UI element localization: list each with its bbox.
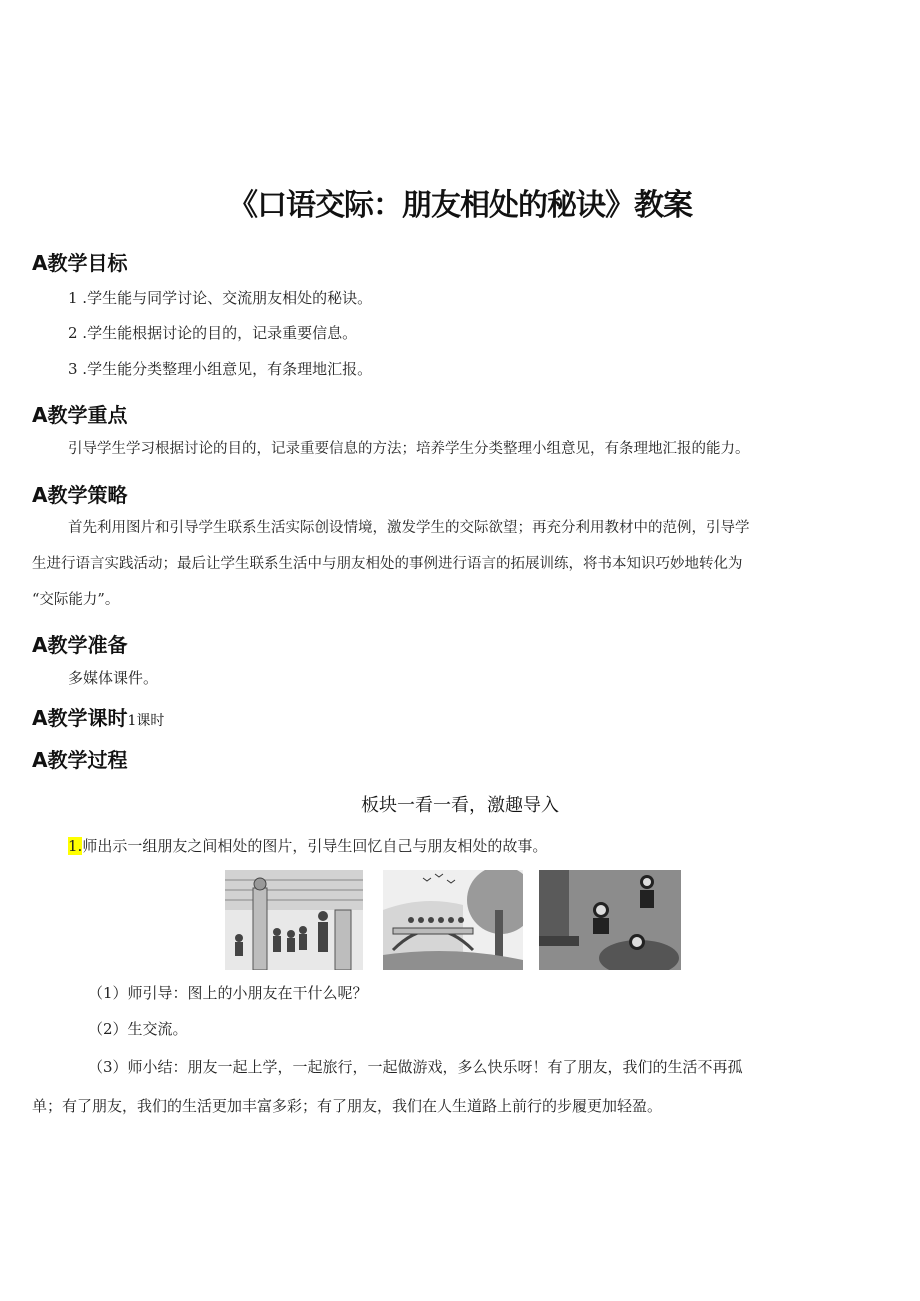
- process-step-1: [68, 836, 547, 856]
- going-to-school-illustration: [225, 870, 363, 970]
- heading-goals: [32, 247, 127, 276]
- goal-item-1: 1 .学生能与同学讨论、交流朋友相处的秘诀。: [68, 289, 373, 307]
- sub-item-1: （1）师引导：图上的小朋友在干什么呢？: [88, 984, 368, 1002]
- traveling-bridge-illustration: [383, 870, 523, 970]
- heading-focus: A教学重点: [32, 403, 128, 427]
- strategy-line-3: “交际能力”。: [32, 592, 120, 608]
- focus-text: 引导学生学习根据讨论的目的，记录重要信息的方法；培养学生分类整理小组意见，有条理地汇报的能力。: [68, 441, 750, 457]
- goal-item-2: 2 .学生能根据讨论的目的，记录重要信息。: [68, 324, 358, 342]
- heading-hours: A教学课时1课时: [32, 706, 165, 730]
- goal-item-3: 3 .学生能分类整理小组意见，有条理地汇报。: [68, 360, 373, 378]
- sub-item-3-continuation: 单；有了朋友，我们的生活更加丰富多彩；有了朋友，我们在人生道路上前行的步履更加轻盈。: [32, 1097, 663, 1115]
- step-number: 1.: [68, 837, 83, 855]
- block-title: 板块一看一看，激趣导入: [361, 795, 559, 816]
- hours-value: 1课时: [127, 713, 165, 729]
- prep-text: 多媒体课件。: [68, 669, 159, 687]
- heading-strategy: A教学策略: [32, 483, 128, 507]
- heading-prep: A教学准备: [32, 633, 128, 657]
- heading-prefix: A: [32, 251, 48, 275]
- sub-item-2: （2）生交流。: [88, 1020, 188, 1038]
- heading-goals-text: 教学目标: [47, 251, 128, 275]
- playing-games-illustration: [539, 870, 681, 970]
- step-text: 师出示一组朋友之间相处的图片，引导生回忆自己与朋友相处的故事。: [82, 837, 548, 855]
- strategy-line-1: 首先利用图片和引导学生联系生活实际创设情境，激发学生的交际欲望；再充分利用教材中的范例，引导学: [68, 520, 750, 536]
- strategy-line-2: 生进行语言实践活动；最后让学生联系生活中与朋友相处的事例进行语言的拓展训练，将书本知识巧妙地转化为: [32, 556, 743, 572]
- document-title: 《口语交际：朋友相处的秘诀》教案: [228, 188, 692, 223]
- heading-process: A教学过程: [32, 748, 128, 772]
- sub-item-3: （3）师小结：朋友一起上学，一起旅行，一起做游戏，多么快乐呀！有了朋友，我们的生活不再孤: [88, 1058, 743, 1076]
